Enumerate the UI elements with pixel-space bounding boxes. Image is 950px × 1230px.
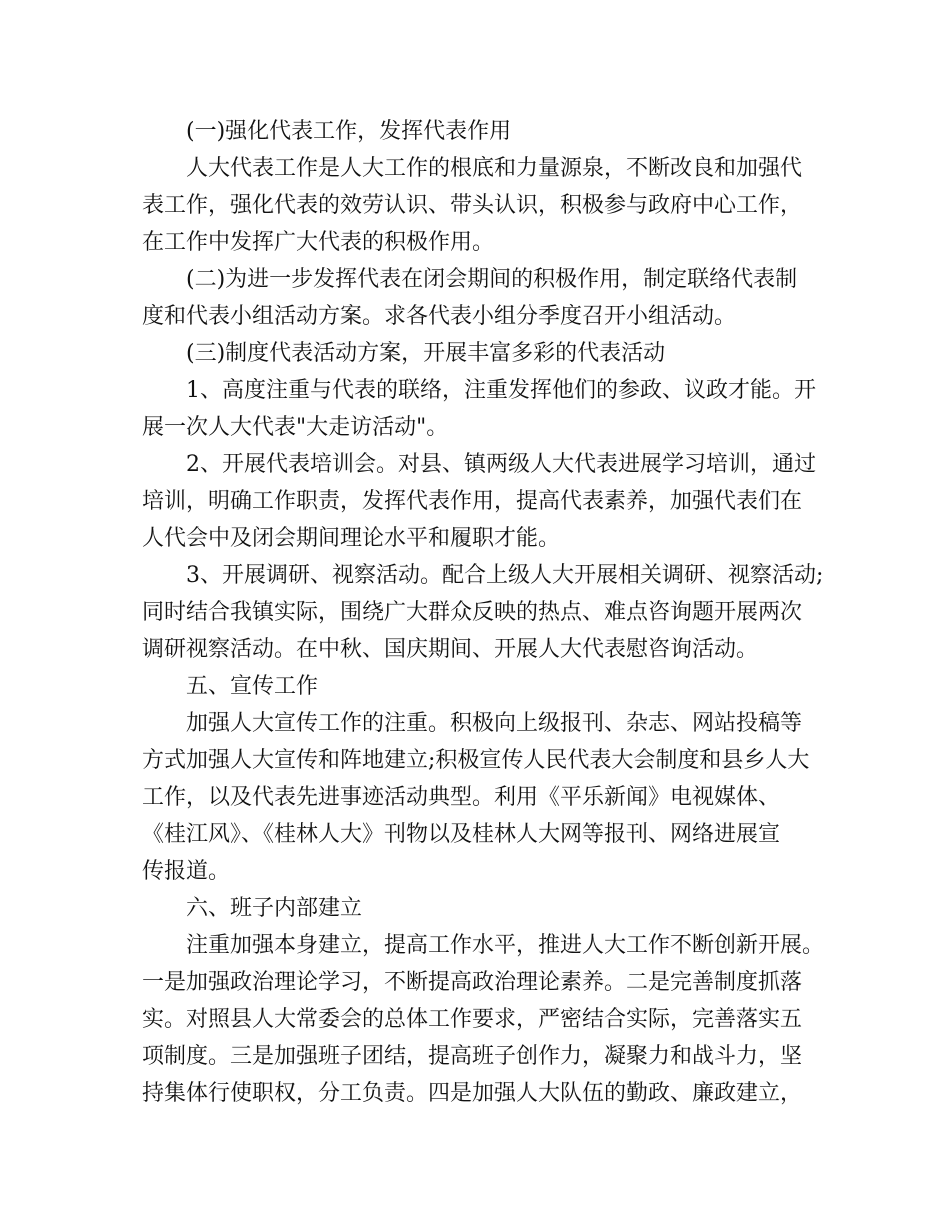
paragraph-team-building [142,927,825,1112]
list-item-1 [142,372,822,446]
text-line: 展一次人大代表"大走访活动"。 [142,415,449,440]
text-line: 同时结合我镇实际，围绕广大群众反映的热点、难点咨询题开展两次 [142,600,803,625]
paragraph-representative-work [142,150,822,261]
text-line: 2、开展代表培训会。对县、镇两级人大代表进展学习培训，通过 [186,452,816,477]
list-item-2 [142,446,822,557]
document-body [142,113,825,1112]
list-item-3 [142,557,822,668]
text-line: (二)为进一步发挥代表在闭会期间的积极作用，制定联络代表制 [186,267,798,292]
text-line: 3、开展调研、视察活动。配合上级人大开展相关调研、视察活动; [186,563,824,588]
heading-publicity-work [142,668,822,705]
heading-activity-plan [142,335,822,372]
text-line: 在工作中发挥广大代表的积极作用。 [142,230,495,255]
text-line: 培训，明确工作职责，发挥代表作用，提高代表素养，加强代表们在 [142,489,803,514]
text-line: 《桂江风》、《桂林人大》刊物以及桂林人大网等报刊、网络进展宣 [142,822,781,847]
text-line: 加强人大宣传工作的注重。积极向上级报刊、杂志、网站投稿等 [186,711,803,736]
heading-strengthen-representative-work [142,113,822,150]
text-line: 注重加强本身建立，提高工作水平，推进人大工作不断创新开展。 [186,933,825,958]
text-line: 表工作，强化代表的效劳认识、带头认识，积极参与政府中心工作， [142,193,803,218]
text-line: 一是加强政治理论学习，不断提高政治理论素养。二是完善制度抓落 [142,970,803,995]
text-line: 五、宣传工作 [186,674,319,699]
text-line: 项制度。三是加强班子团结，提高班子创作力，凝聚力和战斗力，坚 [142,1044,803,1069]
heading-team-building [142,890,822,927]
text-line: 传报道。 [142,859,231,884]
text-line: 持集体行使职权，分工负责。四是加强人大队伍的勤政、廉政建立， [142,1081,803,1106]
text-line: 调研视察活动。在中秋、国庆期间、开展人大代表慰咨询活动。 [142,637,759,662]
text-line: 度和代表小组活动方案。求各代表小组分季度召开小组活动。 [142,304,737,329]
text-line: (三)制度代表活动方案，开展丰富多彩的代表活动 [186,341,666,366]
paragraph-liaison-system [142,261,822,335]
text-line: 方式加强人大宣传和阵地建立;积极宣传人民代表大会制度和县乡人大 [142,748,810,773]
text-line: 六、班子内部建立 [186,896,363,921]
text-line: 实。对照县人大常委会的总体工作要求，严密结合实际，完善落实五 [142,1007,803,1032]
text-line: (一)强化代表工作，发挥代表作用 [186,119,512,144]
paragraph-publicity-work [142,705,822,890]
text-line: 人大代表工作是人大工作的根底和力量源泉，不断改良和加强代 [186,156,803,181]
text-line: 工作，以及代表先进事迹活动典型。利用《平乐新闻》电视媒体、 [142,785,781,810]
text-line: 1、高度注重与代表的联络，注重发挥他们的参政、议政才能。开 [186,378,816,403]
text-line: 人代会中及闭会期间理论水平和履职才能。 [142,526,561,551]
